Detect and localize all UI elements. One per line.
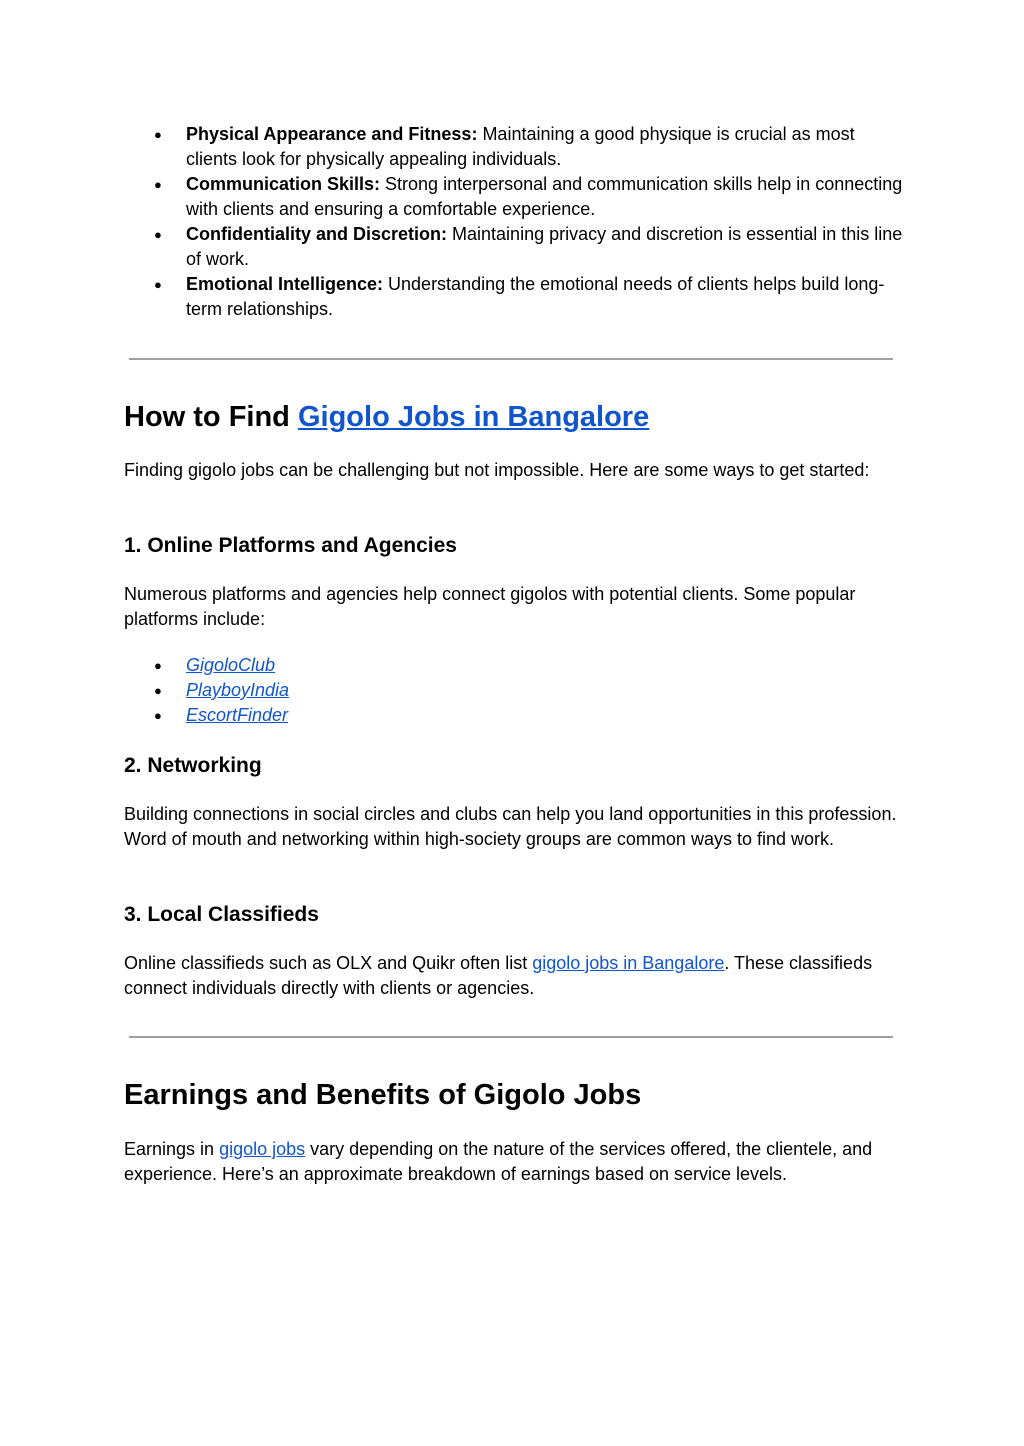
- skill-text: Understanding the emotional needs of clients helps build long-term relationships.: [186, 274, 885, 319]
- skill-term: Emotional Intelligence:: [186, 274, 384, 294]
- bullet-icon: ●: [154, 683, 162, 698]
- skill-term: Confidentiality and Discretion:: [186, 224, 448, 244]
- local-classifieds-heading: 3. Local Classifieds: [124, 903, 319, 926]
- platform-link-escortfinder[interactable]: EscortFinder: [186, 705, 289, 725]
- list-item: [124, 272, 904, 322]
- bullet-icon: ●: [154, 658, 162, 673]
- gigolo-jobs-link[interactable]: gigolo jobs: [219, 1139, 306, 1159]
- skill-text: Strong interpersonal and communication skills help in connecting with clients and ensuring a comfortable experience.: [186, 174, 903, 219]
- find-heading-prefix: How to Find: [124, 401, 298, 433]
- earnings-section-heading: Earnings and Benefits of Gigolo Jobs: [124, 1079, 642, 1111]
- find-section-heading: [124, 399, 649, 435]
- list-item: [124, 703, 904, 728]
- skills-list: [124, 122, 904, 322]
- earnings-paragraph: [124, 1137, 904, 1187]
- bullet-icon: ●: [154, 227, 162, 242]
- skill-term: Communication Skills:: [186, 174, 381, 194]
- online-platforms-heading: 1. Online Platforms and Agencies: [124, 534, 457, 557]
- list-item: [124, 172, 904, 222]
- networking-paragraph: Building connections in social circles and clubs can help you land opportunities in this profession. Word of mouth and networking within high-society groups are common ways to find work.: [124, 804, 897, 849]
- skill-text: Maintaining privacy and discretion is essential in this line of work.: [186, 224, 903, 269]
- bullet-icon: ●: [154, 708, 162, 723]
- gigolo-jobs-bangalore-heading-link[interactable]: Gigolo Jobs in Bangalore: [297, 401, 650, 433]
- list-item: [124, 122, 904, 172]
- skill-text: Maintaining a good physique is crucial as most clients look for physically appealing individuals.: [186, 124, 855, 169]
- bullet-icon: ●: [154, 177, 162, 192]
- skill-term: Physical Appearance and Fitness:: [186, 124, 478, 144]
- platform-link-gigoloclub[interactable]: GigoloClub: [186, 655, 276, 675]
- bullet-icon: ●: [154, 127, 162, 142]
- platform-link-playboyindia[interactable]: PlayboyIndia: [186, 680, 290, 700]
- earnings-text-after: vary depending on the nature of the services offered, the clientele, and experience. Here’s an approximate breakdown of earnings based on service levels.: [124, 1139, 873, 1184]
- classifieds-text-after: . These classifieds connect individuals directly with clients or agencies.: [124, 953, 873, 998]
- platforms-list: [124, 653, 904, 728]
- find-intro-paragraph: Finding gigolo jobs can be challenging but not impossible. Here are some ways to get started:: [124, 460, 870, 480]
- earnings-text-before: Earnings in: [124, 1139, 220, 1159]
- horizontal-rule: [129, 1036, 893, 1038]
- horizontal-rule: [129, 358, 893, 360]
- list-item: [124, 678, 904, 703]
- bullet-icon: ●: [154, 277, 162, 292]
- online-platforms-paragraph: Numerous platforms and agencies help connect gigolos with potential clients. Some popular platforms include:: [124, 584, 856, 629]
- classifieds-text-before: Online classifieds such as OLX and Quikr often list: [124, 953, 533, 973]
- gigolo-jobs-bangalore-link[interactable]: gigolo jobs in Bangalore: [532, 953, 725, 973]
- list-item: [124, 653, 904, 678]
- local-classifieds-paragraph: [124, 951, 904, 1001]
- networking-heading: 2. Networking: [124, 754, 262, 777]
- list-item: [124, 222, 904, 272]
